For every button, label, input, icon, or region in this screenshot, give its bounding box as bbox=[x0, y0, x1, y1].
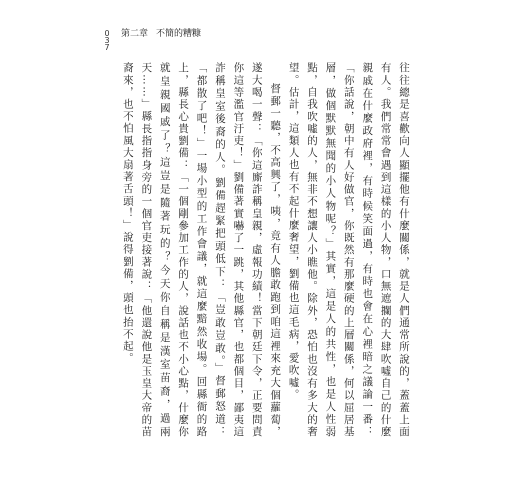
running-header bbox=[121, 28, 241, 40]
chapter-title: 不簡的糟糠 bbox=[156, 29, 202, 39]
chapter-label: 第二章 bbox=[121, 29, 149, 39]
paragraph: 督郵一聽，不高興了，咦，竟有人膽敢跑到咱這裡來充大個蘿蔔，遂大喝一聲：「你這廝詐稱皇親，虛報功績！當下朝廷下令，正要問責你這等濫官汙吏！」劉備著實嚇了一跳，其他縣官，也都個目，鄙夷這詐稱皇室後裔的人。劉備趕緊把頭低下：「豈敢豈敢。」督郵怒道：「都散了吧！」一場小型的工作會議，就這麼黯然收場。回縣衙的路上，縣長心貴劉備：「一個剛參加工作的人，說話也不小心點，什麼你就皇親國戚了？這豈是隨著玩的？今天你自稱是漢室苗裔，過兩天……」縣長指指身旁的一個官吏接著說：「他還說他是玉皇大帝的苗裔來，也不怕風大扇著舌頭！」說得劉備，頭也抬不起。 bbox=[121, 62, 282, 438]
page-number-digit: 3 bbox=[104, 36, 110, 45]
body-text bbox=[119, 62, 413, 438]
page-number bbox=[102, 30, 112, 51]
page-number-digit: 0 bbox=[104, 29, 110, 38]
page-number-digit: 7 bbox=[104, 43, 110, 52]
paragraph: 往往總是喜歡向人顯擺他有什麼關係，就是人們通常所說的，蓋蓋上面有人。我們常常會遇到這樣的小人物，口無遮攔的大肆吹噓自己的什麼親戚在什麼政府裡，有時候笑面過，有時也會在心裡暗之議論一番：「你話說，朝中有人好做官，你既然有那麼硬的上層關係，何以屈居基層，做個默默無聞的小人物呢？」其實，這是人的共性，也是人性弱點，自我吹噓的人，無非不想讓人小瞧他。除外，恐怕也沒有多大的奢望。估計，這類人也有不起什麼奢望，劉備也這毛病，愛吹噓。 bbox=[287, 62, 410, 438]
